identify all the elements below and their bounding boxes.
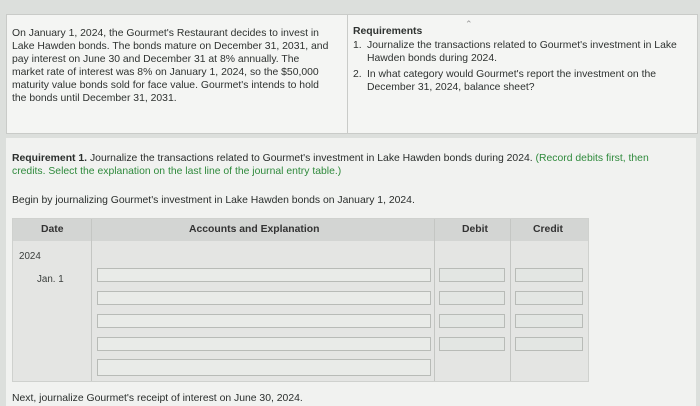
requirement-item-1 [353, 39, 683, 65]
requirement-1-instructions [12, 152, 682, 178]
problem-panel [6, 14, 698, 134]
header-date: Date [41, 224, 64, 235]
header-debit: Debit [462, 224, 488, 235]
account-input-row-1[interactable] [97, 268, 431, 282]
requirement-text: In what category would Gourmet's report the investment on the December 31, 2024, balance sheet? [367, 69, 657, 93]
requirement-1-note: (Record debits first, then credits. Select the explanation on the last line of the journal entry table.) [12, 153, 649, 177]
credit-input-row-3[interactable] [515, 314, 583, 328]
column-divider [510, 219, 511, 381]
begin-instruction: Begin by journalizing Gourmet's investment in Lake Hawden bonds on January 1, 2024. [12, 195, 415, 206]
next-instruction: Next, journalize Gourmet's receipt of interest on June 30, 2024. [12, 393, 303, 404]
account-input-row-4[interactable] [97, 337, 431, 351]
requirements-title: Requirements [353, 26, 423, 37]
journal-entry-table [12, 218, 589, 382]
credit-input-row-4[interactable] [515, 337, 583, 351]
account-input-row-2[interactable] [97, 291, 431, 305]
header-credit: Credit [533, 224, 564, 235]
requirement-number: 2. [353, 69, 362, 80]
requirements-panel [353, 25, 683, 97]
question-area [6, 138, 696, 406]
cursor-mark: ⌃ [465, 19, 473, 29]
requirement-item-2 [353, 68, 683, 94]
requirement-text: Journalize the transactions related to Gourmet's investment in Lake Hawden bonds during 2024. [367, 40, 677, 64]
column-divider [434, 219, 435, 381]
credit-input-row-1[interactable] [515, 268, 583, 282]
journal-year: 2024 [19, 251, 41, 262]
debit-input-row-2[interactable] [439, 291, 505, 305]
debit-input-row-1[interactable] [439, 268, 505, 282]
account-input-row-3[interactable] [97, 314, 431, 328]
requirement-number: 1. [353, 40, 362, 51]
column-divider [91, 219, 92, 381]
header-accounts: Accounts and Explanation [189, 224, 320, 235]
journal-header-row [13, 219, 588, 241]
panel-divider [347, 15, 348, 133]
problem-text: On January 1, 2024, the Gourmet's Restaurant decides to invest in Lake Hawden bonds. The bonds mature on December 31, 2031, and pay interest on June 30 and December 31 at 8% annually. The market rate of interest was 8% on January 1, 2024, so the $50,000 maturity value bonds sold for face value. Gourmet's intends to hold the bonds until December 31, 2031. [12, 28, 329, 105]
credit-input-row-2[interactable] [515, 291, 583, 305]
debit-input-row-3[interactable] [439, 314, 505, 328]
debit-input-row-4[interactable] [439, 337, 505, 351]
journal-date: Jan. 1 [37, 274, 64, 285]
requirement-1-label: Requirement 1. [12, 153, 88, 164]
explanation-input[interactable] [97, 359, 431, 376]
requirement-1-text: Journalize the transactions related to Gourmet's investment in Lake Hawden bonds during 2024. [87, 153, 533, 164]
